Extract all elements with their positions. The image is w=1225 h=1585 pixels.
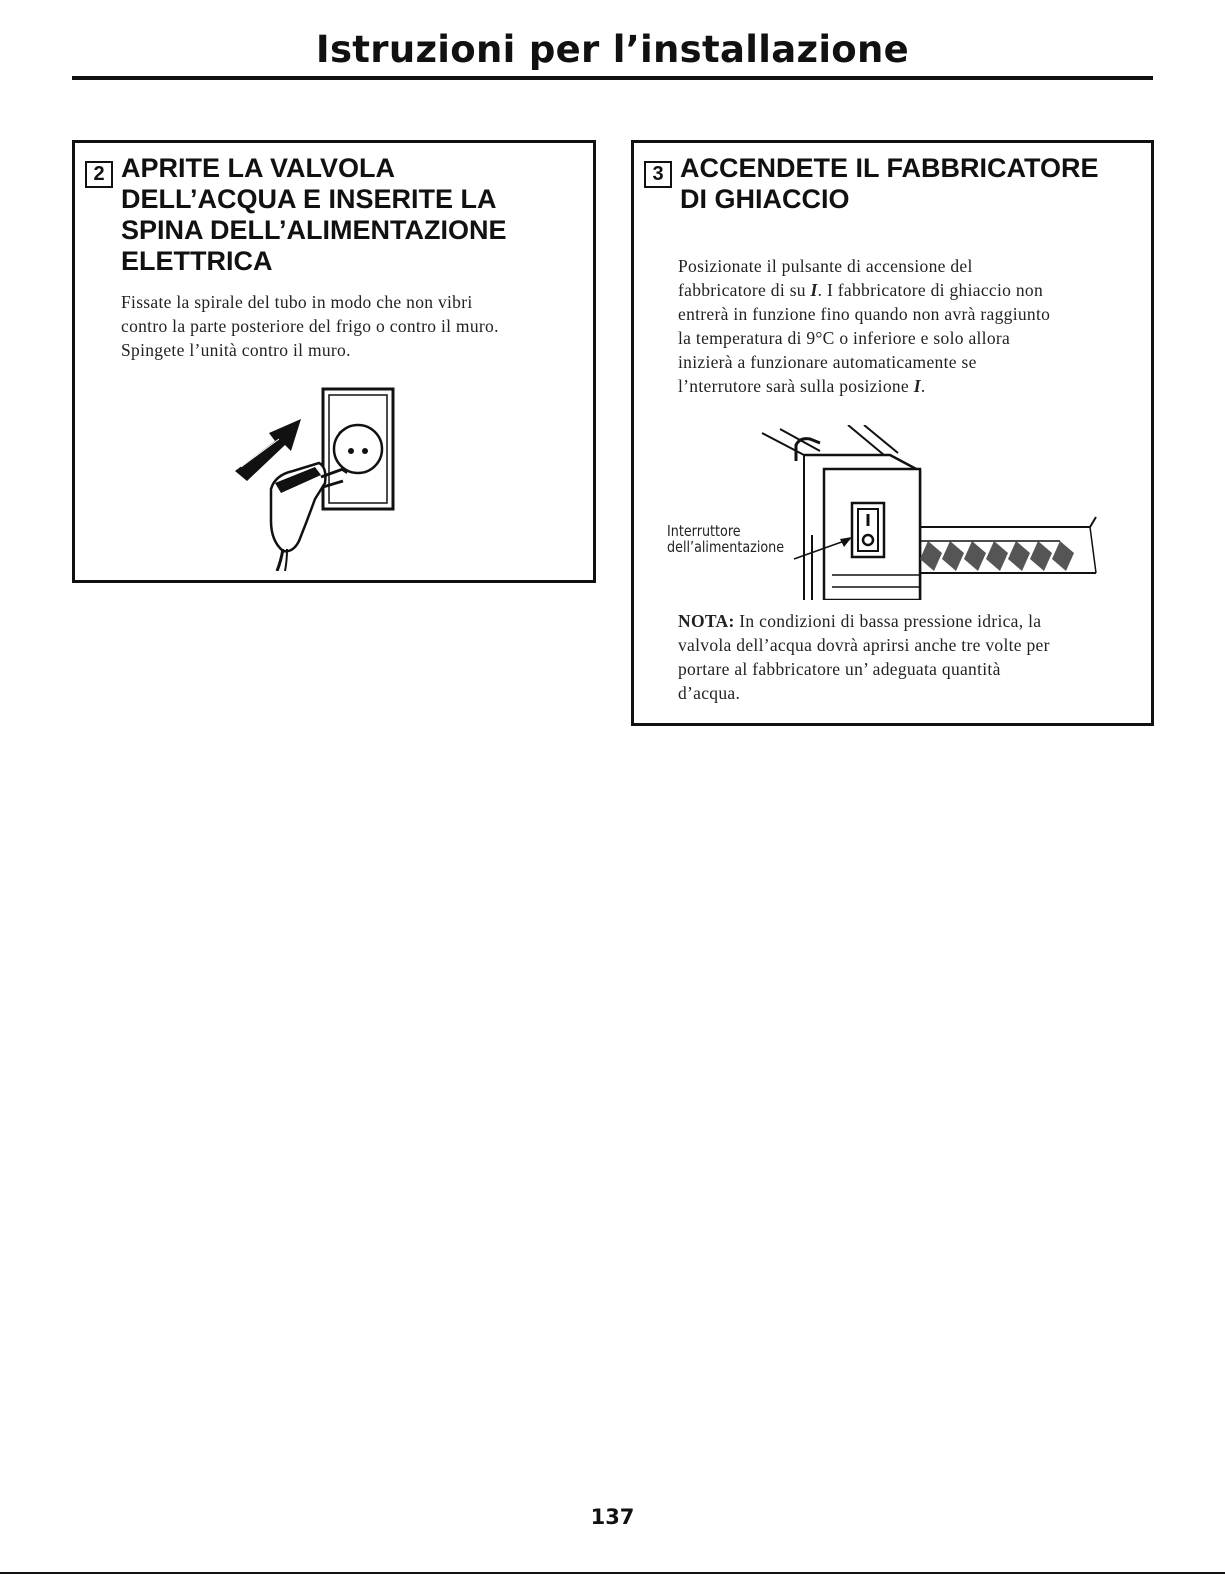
step-3-heading: ACCENDETE IL FABBRICATORE DI GHIACCIO: [680, 153, 1099, 214]
title-divider: [72, 76, 1153, 80]
note-label: NOTA:: [678, 611, 735, 631]
step-2-panel: [72, 140, 596, 583]
step-2-heading: APRITE LA VALVOLA DELL’ACQUA E INSERITE LA SPINA DELL’ALIMENTAZIONE ELETTRICA: [121, 153, 507, 276]
icemaker-power-switch-icon: [760, 425, 1140, 600]
step-3-number: 3: [644, 161, 672, 188]
bottom-divider: [0, 1572, 1225, 1574]
switch-callout-label: Interruttore dell’alimentazione: [667, 522, 785, 556]
page-title: Istruzioni per l’installazione: [315, 28, 910, 71]
step-3-body: Posizionate il pulsante di accensione del fabbricatore di su I. I fabbricatore di ghiaccio non entrerà in funzione fino quando non avrà raggiunto la temperatura di 9°C o inferiore e solo allora inizierà a funzionare automaticamente se l’nterrutore sarà sulla posizione I.: [678, 256, 1051, 396]
step-2-body: Fissate la spirale del tubo in modo che non vibri contro la parte posteriore del frigo o contro il muro. Spingete l’unità contro il muro.: [121, 292, 499, 360]
plug-into-socket-icon: [235, 371, 415, 571]
step-3-panel: [631, 140, 1154, 726]
page-number: 137: [590, 1505, 635, 1529]
step-3-note: NOTA: In condizioni di bassa pressione idrica, la valvola dell’acqua dovrà aprirsi anche tre volte per portare al fabbricatore un’ adeguata quantità d’acqua.: [678, 611, 1050, 703]
step-2-number: 2: [85, 161, 113, 188]
